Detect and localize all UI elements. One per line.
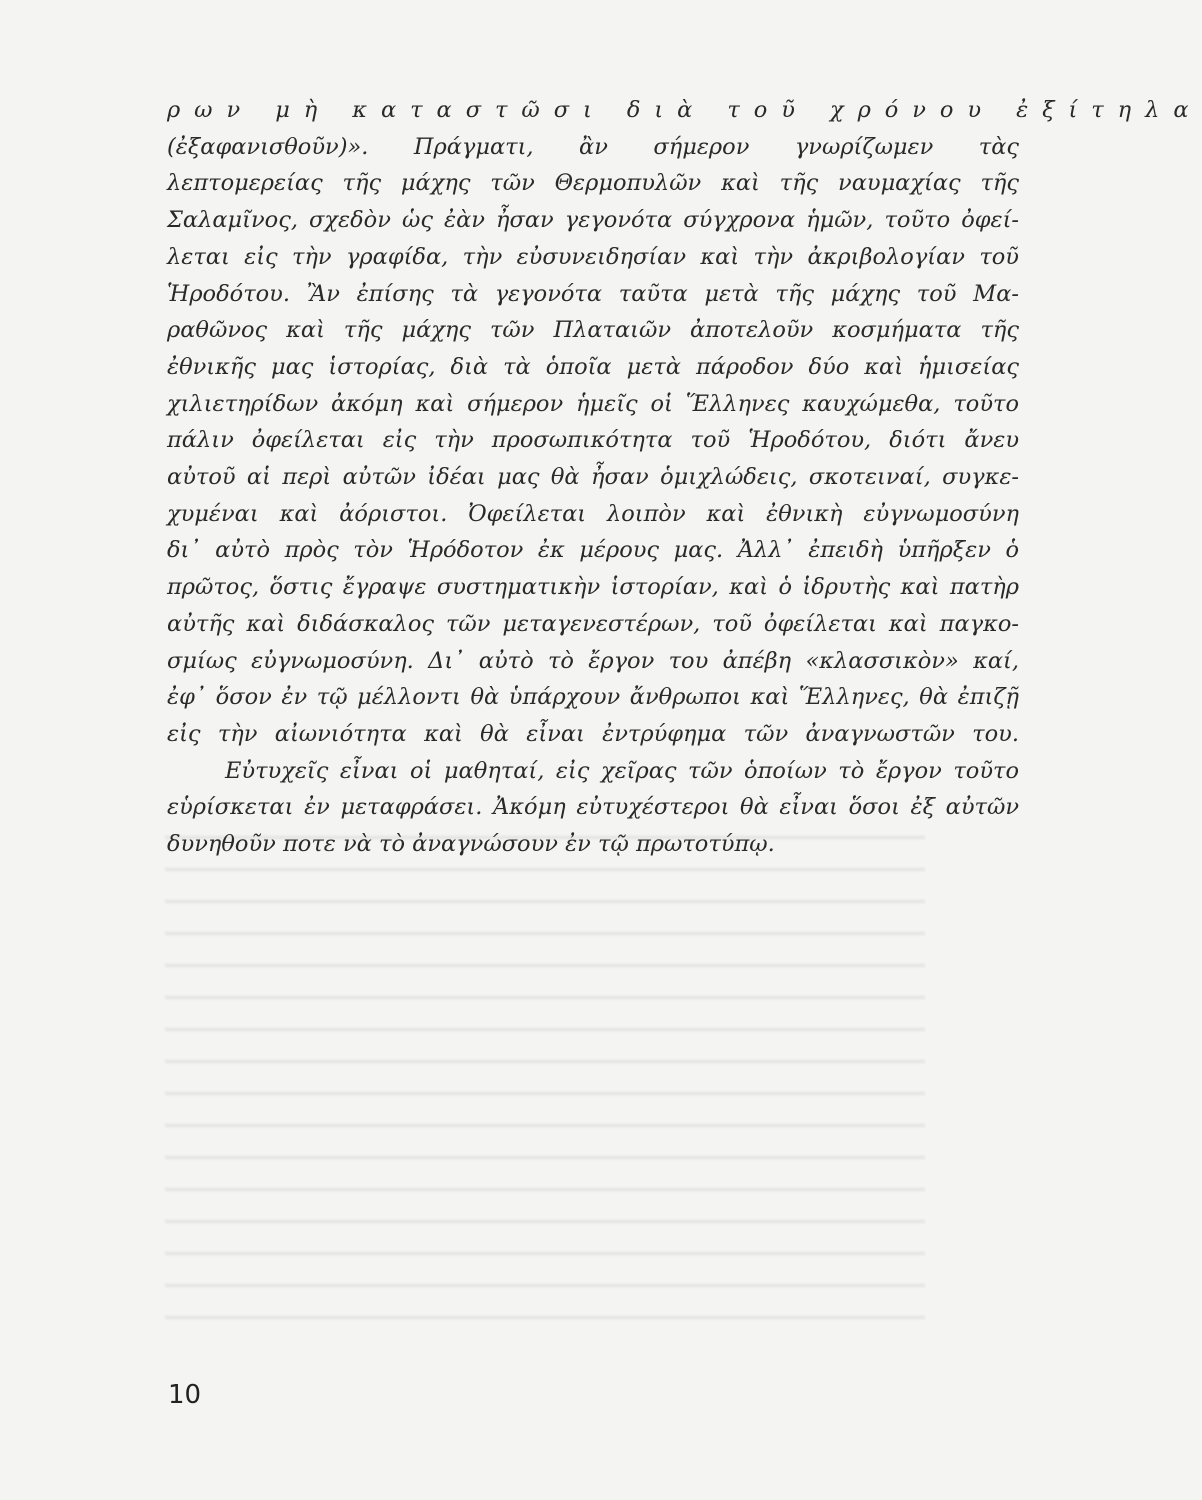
text-line: δυνηθοῦν ποτε νὰ τὸ ἀναγνώσουν ἐν τῷ πρωτοτύπῳ. [167, 831, 775, 858]
text-line: λεται εἰς τὴν γραφίδα, τὴν εὐσυνειδησίαν καὶ τὴν ἀκριβολογίαν τοῦ [167, 243, 1019, 270]
text-line: πρῶτος, ὅστις ἔγραψε συστηματικὴν ἱστορίαν, καὶ ὁ ἱδρυτὴς καὶ πατὴρ [167, 574, 1019, 601]
page-number: 10 [168, 1380, 202, 1410]
text-line: λεπτομερείας τῆς μάχης τῶν Θερμοπυλῶν καὶ τῆς ναυμαχίας τῆς [167, 170, 1019, 197]
text-line: Ἡροδότου. Ἂν ἐπίσης τὰ γεγονότα ταῦτα μετὰ τῆς μάχης τοῦ Μα- [167, 280, 1019, 307]
text-line: εὑρίσκεται ἐν μεταφράσει. Ἀκόμη εὐτυχέστεροι θὰ εἶναι ὅσοι ἐξ αὐτῶν [167, 794, 1019, 821]
text-line: χυμέναι καὶ ἀόριστοι. Ὀφείλεται λοιπὸν καὶ ἐθνικὴ εὐγνωμοσύνη [167, 500, 1019, 527]
text-line: αὐτῆς καὶ διδάσκαλος τῶν μεταγενεστέρων, τοῦ ὀφείλεται καὶ παγκο- [167, 610, 1019, 637]
bleed-through-text [165, 820, 925, 1340]
text-line: ἐθνικῆς μας ἱστορίας, διὰ τὰ ὁποῖα μετὰ πάροδον δύο καὶ ἡμισείας [167, 353, 1019, 380]
text-line: αὐτοῦ αἱ περὶ αὐτῶν ἰδέαι μας θὰ ἦσαν ὁμιχλώδεις, σκοτειναί, συγκε- [167, 464, 1019, 491]
text-line: δι᾽ αὐτὸ πρὸς τὸν Ἡρόδοτον ἐκ μέρους μας. Ἀλλ᾽ ἐπειδὴ ὑπῆρξεν ὁ [167, 537, 1019, 564]
text-line: ρων μὴ καταστῶσι διὰ τοῦ χρόνου ἐξίτηλα [167, 97, 1202, 123]
text-line: Σαλαμῖνος, σχεδὸν ὡς ἐὰν ἦσαν γεγονότα σύγχρονα ἡμῶν, τοῦτο ὀφεί- [167, 207, 1019, 234]
text-line: Εὐτυχεῖς εἶναι οἱ μαθηταί, εἰς χεῖρας τῶν ὁποίων τὸ ἔργον τοῦτο [225, 757, 1019, 784]
body-text [167, 92, 1202, 863]
text-line: ραθῶνος καὶ τῆς μάχης τῶν Πλαταιῶν ἀποτελοῦν κοσμήματα τῆς [167, 317, 1019, 344]
text-line: πάλιν ὀφείλεται εἰς τὴν προσωπικότητα τοῦ Ἡροδότου, διότι ἄνευ [167, 427, 1019, 454]
text-line: (ἐξαφανισθοῦν)». Πράγματι, ἂν σήμερον γνωρίζωμεν τὰς [167, 133, 1019, 160]
text-line: ἐφ᾽ ὅσον ἐν τῷ μέλλοντι θὰ ὑπάρχουν ἄνθρωποι καὶ Ἕλληνες, θὰ ἐπιζῇ [167, 684, 1019, 711]
text-line: χιλιετηρίδων ἀκόμη καὶ σήμερον ἡμεῖς οἱ Ἕλληνες καυχώμεθα, τοῦτο [167, 390, 1019, 417]
text-line: εἰς τὴν αἰωνιότητα καὶ θὰ εἶναι ἐντρύφημα τῶν ἀναγνωστῶν του. [167, 720, 1019, 747]
text-line: σμίως εὐγνωμοσύνη. Δι᾽ αὐτὸ τὸ ἔργον του ἀπέβη «κλασσικὸν» καί, [167, 647, 1019, 674]
